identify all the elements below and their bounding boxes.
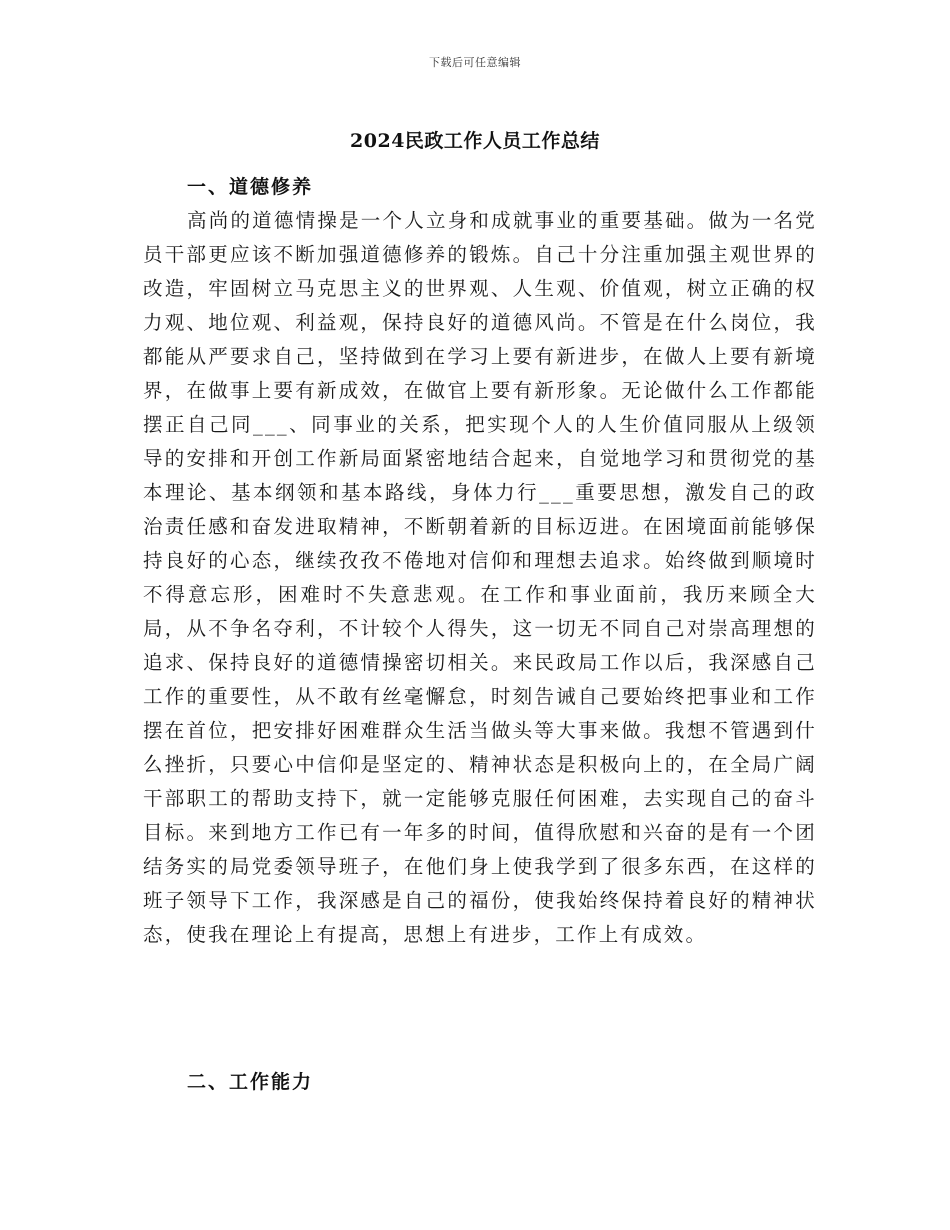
document-title: 2024民政工作人员工作总结 — [350, 130, 600, 152]
section-heading-work-ability: 二、工作能力 — [187, 1071, 314, 1093]
section-heading-morality: 一、道德修养 — [187, 176, 314, 198]
page-header-note: 下载后可任意编辑 — [429, 56, 521, 69]
section-paragraph-morality: 高尚的道德情操是一个人立身和成就事业的重要基础。做为一名党员干部更应该不断加强道德修养的锻炼。自己十分注重加强主观世界的改造，牢固树立马克思主义的世界观、人生观、价值观，树立正确的权力观、地位观、利益观，保持良好的道德风尚。不管是在什么岗位，我都能从严要求自己，坚持做到在学习上要有新进步，在做人上要有新境界，在做事上要有新成效，在做官上要有新形象。无论做什么工作都能摆正自己同___、同事业的关系，把实现个人的人生价值同服从上级领导的安排和开创工作新局面紧密地结合起来，自觉地学习和贯彻党的基本理论、基本纲领和基本路线，身体力行___重要思想，激发自己的政治责任感和奋发进取精神，不断朝着新的目标迈进。在困境面前能够保持良好的心态，继续孜孜不倦地对信仰和理想去追求。始终做到顺境时不得意忘形，困难时不失意悲观。在工作和事业面前，我历来顾全大局，从不争名夺利，不计较个人得失，这一切无不同自己对崇高理想的追求、保持良好的道德情操密切相关。来民政局工作以后，我深感自己工作的重要性，从不敢有丝毫懈怠，时刻告诫自己要始终把事业和工作摆在首位，把安排好困难群众生活当做头等大事来做。我想不管遇到什么挫折，只要心中信仰是坚定的、精神状态是积极向上的，在全局广阔干部职工的帮助支持下，就一定能够克服任何困难，去实现自己的奋斗目标。来到地方工作已有一年多的时间，值得欣慰和兴奋的是有一个团结务实的局党委领导班子，在他们身上使我学到了很多东西，在这样的班子领导下工作，我深感是自己的福份，使我始终保持着良好的精神状态，使我在理论上有提高，思想上有进步，工作上有成效。 — [143, 209, 817, 946]
